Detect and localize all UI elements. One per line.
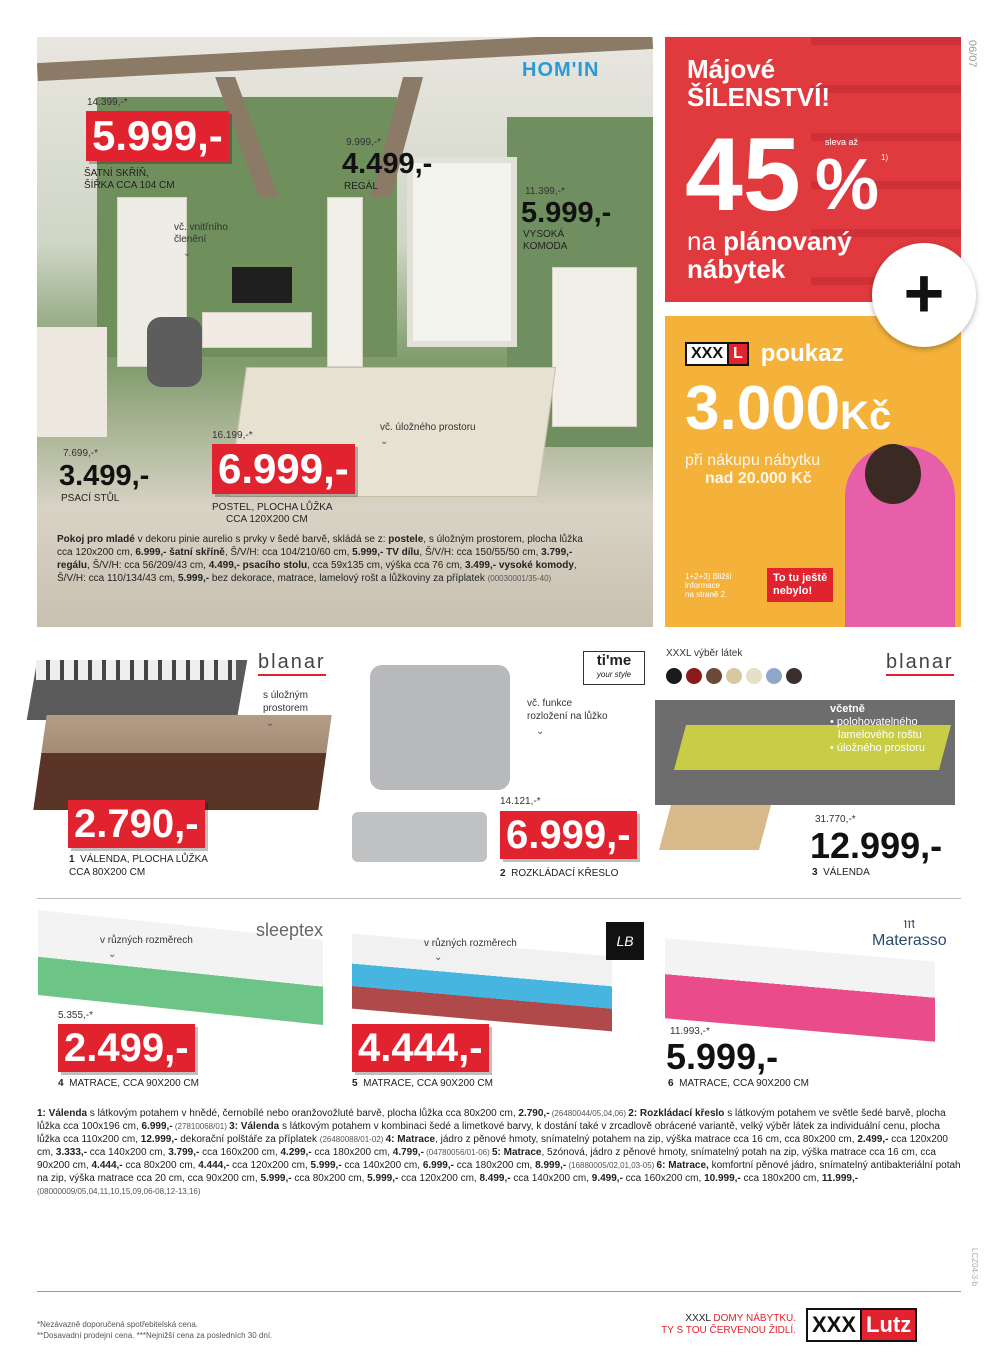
- xxxl-logo-a: XXX: [685, 342, 729, 366]
- long-desc-segment: 5.999,-: [367, 1173, 399, 1184]
- fabric-swatch: [666, 668, 682, 684]
- p2-label-text: ROZKLÁDACÍ KŘESLO: [511, 868, 619, 879]
- hero-desc-segment: , Š/V/H: cca 110/134/43 cm,: [57, 560, 577, 584]
- long-desc-segment: komfortní pěnové jádro, snímatelný antibakteriální potah na zip, výška matrace cca 20 cm, cca 90x200 cm,: [37, 1160, 961, 1184]
- sofa-bed-brown: [33, 715, 331, 810]
- time-logo: [583, 651, 645, 685]
- long-desc-segment: cca 80x200 cm,: [291, 1173, 368, 1184]
- long-desc-segment: 4: Matrace: [385, 1134, 436, 1145]
- voucher-sub-2: nad 20.000 Kč: [705, 470, 812, 487]
- bed-old-price: 16.199,-*: [212, 430, 253, 441]
- long-desc-segment: 1: Válenda: [37, 1108, 88, 1119]
- p2-num: 2: [500, 868, 506, 879]
- p2-note-1: vč. funkce: [527, 698, 573, 709]
- fabric-swatches: [666, 668, 806, 684]
- homein-logo: HOM'IN: [522, 59, 600, 81]
- long-desc-segment: , 5zónová, jádro z pěnové hmoty, snímatelný potah na zip, výška matrace cca 16 cm, cca 90x200 cm,: [37, 1147, 936, 1171]
- slogan-b: DOMY NÁBYTKU.: [713, 1313, 796, 1324]
- chevron-down-icon: ⌄: [380, 436, 389, 447]
- p2-note-2: rozložení na lůžko: [527, 711, 608, 722]
- long-desc-segment: 4.799,-: [392, 1147, 424, 1158]
- hero-description: [57, 533, 597, 585]
- includes-1: • polohovatelného: [830, 716, 918, 728]
- hero-desc-segment: , Š/V/H: cca 56/209/43 cm,: [87, 560, 209, 571]
- shelf-old-price: 9.999,-*: [346, 137, 382, 148]
- long-desc-segment: cca 120x200 cm,: [37, 1134, 948, 1158]
- long-desc-segment: 2: Rozkládací křeslo: [628, 1108, 725, 1119]
- p1-label-2: CCA 80X200 CM: [69, 867, 146, 878]
- promo-line3: na: [687, 226, 716, 256]
- hero-desc-segment: Pokoj pro mladé: [57, 534, 135, 545]
- long-desc-segment: 8.499,-: [479, 1173, 511, 1184]
- p1-label-1: [69, 854, 208, 866]
- materasso-logo: [872, 916, 947, 950]
- long-desc-segment: (27810068/01): [172, 1122, 230, 1131]
- footnote-1: *Nezávazně doporučená spotřebitelská cena.: [37, 1320, 198, 1329]
- long-desc-segment: 10.999,-: [704, 1173, 741, 1184]
- wardrobe-label-2: ŠÍŘKA CCA 104 CM: [84, 180, 175, 191]
- p5-note: v různých rozměrech: [424, 938, 517, 949]
- slogan-a: XXXL: [685, 1313, 714, 1324]
- sleeptex-logo: sleeptex: [256, 920, 324, 940]
- voucher-amount: 3.000: [685, 374, 841, 443]
- hero-desc-segment: v dekoru pinie aurelio s prvky v šedé barvě, skládá se z:: [134, 534, 389, 545]
- long-desc-segment: 6: Matrace,: [656, 1160, 709, 1171]
- p6-old-price: 11.993,-*: [670, 1026, 710, 1037]
- bed-label-1: POSTEL, PLOCHA LŮŽKA: [212, 502, 333, 513]
- voucher-badge: [767, 568, 833, 602]
- p2-label: [500, 868, 618, 880]
- long-desc-segment: 5.999,-: [310, 1160, 342, 1171]
- wardrobe-note-2: členění: [174, 234, 207, 245]
- p4-note: v různých rozměrech: [100, 935, 193, 946]
- long-desc-segment: 2.790,-: [518, 1108, 550, 1119]
- long-desc-segment: cca 80x200 cm,: [122, 1160, 199, 1171]
- blanar-logo: blanar: [258, 651, 326, 676]
- hero-desc-segment: 3.799,- regálu: [57, 547, 573, 571]
- hero-desc-segment: 5.999,-: [178, 573, 210, 584]
- hero-desc-segment: , Š/V/H: cca 104/210/60 cm,: [224, 547, 353, 558]
- voucher-promo: [665, 316, 961, 627]
- long-desc-segment: cca 120x200 cm,: [229, 1160, 311, 1171]
- armchair-folded: [352, 812, 487, 862]
- long-desc-segment: 9.499,-: [591, 1173, 623, 1184]
- chevron-down-icon: ⌄: [434, 952, 443, 963]
- xxxlutz-logo-a: XXX: [806, 1308, 862, 1342]
- long-desc-segment: 3.799,-: [168, 1147, 200, 1158]
- dresser-label-2: KOMODA: [523, 241, 568, 252]
- hero-desc-segment: 6.999,- šatní skříně: [135, 547, 225, 558]
- long-desc-segment: s látkovým potahem ve světle šedé barvě, plocha lůžka cca 100x196 cm,: [37, 1108, 946, 1132]
- fabric-swatch: [726, 668, 742, 684]
- materasso-m-icon: 𝔪: [903, 915, 916, 932]
- bed-label-2: CCA 120X200 CM: [226, 514, 308, 525]
- long-desc-segment: (26480088/01-02): [319, 1135, 386, 1144]
- long-desc-segment: cca 180x200 cm,: [740, 1173, 822, 1184]
- woman-head: [865, 444, 921, 504]
- long-desc-segment: , jádro z pěnové hmoty, snímatelný potahem na zip, výška matrace cca 16 cm, cca 80x200 cm,: [435, 1134, 858, 1145]
- xxxl-logo-b: L: [729, 342, 749, 366]
- slogan-c: TY S TOU ČERVENOU ŽIDLÍ.: [661, 1325, 796, 1336]
- wardrobe-old-price: 14.399,-*: [87, 97, 128, 108]
- promo-percent: %: [815, 145, 880, 225]
- chevron-down-icon: ⌄: [266, 718, 275, 729]
- p1-note-1: s úložným: [263, 690, 309, 701]
- hero-desc-segment: postele: [388, 534, 424, 545]
- long-desc-segment: (04780056/01-06): [423, 1148, 492, 1157]
- long-desc-segment: cca 180x200 cm,: [311, 1147, 393, 1158]
- p3-label: [812, 867, 870, 879]
- voucher-note-1: 1+2+3) Bližší: [685, 572, 732, 581]
- p3-price: 12.999,-: [810, 825, 943, 866]
- long-desc-segment: 4.299,-: [280, 1147, 312, 1158]
- voucher-currency: Kč: [840, 394, 892, 438]
- voucher-note-2: informace: [685, 581, 721, 590]
- hero-desc-segment: 4.499,- psacího stolu: [208, 560, 308, 571]
- desk-price: 3.499,-: [59, 460, 150, 492]
- p4-price: 2.499,-: [58, 1024, 195, 1072]
- products-description: [37, 1107, 961, 1198]
- footer-divider: [37, 1291, 961, 1292]
- blanar-logo: blanar: [886, 651, 954, 676]
- xxxlutz-logo-b: Lutz: [862, 1308, 917, 1342]
- long-desc-segment: cca 140x200 cm,: [87, 1147, 169, 1158]
- p4-num: 4: [58, 1078, 64, 1089]
- long-desc-segment: 5.999,-: [260, 1173, 292, 1184]
- long-desc-segment: 4.444,-: [91, 1160, 123, 1171]
- chevron-down-icon: ⌄: [108, 949, 117, 960]
- promo-sup: 1): [881, 153, 889, 162]
- dresser-price: 5.999,-: [521, 197, 612, 229]
- p2-price: 6.999,-: [500, 811, 637, 859]
- p3-label-text: VÁLENDA: [823, 867, 870, 878]
- includes-title: včetně: [830, 703, 865, 715]
- p4-old-price: 5.355,-*: [58, 1010, 94, 1021]
- p5-price: 4.444,-: [352, 1024, 489, 1072]
- voucher-title: poukaz: [760, 340, 844, 367]
- shelf-price: 4.499,-: [342, 148, 433, 180]
- long-desc-segment: dekorační polštáře za příplatek: [177, 1134, 320, 1145]
- side-code: LCZ04-3-b: [970, 1248, 979, 1287]
- long-desc-segment: (16880005/02,01,03-05): [566, 1161, 657, 1170]
- promo-line4: plánovaný: [723, 226, 852, 256]
- fabric-swatch: [686, 668, 702, 684]
- hero-desc-segment: , s úložným prostorem, plocha lůžka cca 120x200 cm,: [57, 534, 583, 558]
- long-desc-segment: 3: Válenda: [229, 1121, 280, 1132]
- fabric-swatch: [786, 668, 802, 684]
- p6-label-text: MATRACE, CCA 90X200 CM: [679, 1078, 809, 1089]
- bed-price: 6.999,-: [212, 444, 355, 494]
- chevron-down-icon: ⌄: [536, 726, 545, 737]
- desk-old-price: 7.699,-*: [63, 448, 99, 459]
- p6-price: 5.999,-: [666, 1036, 779, 1077]
- xxxlutz-logo[interactable]: [806, 1308, 917, 1342]
- long-desc-segment: cca 180x200 cm,: [453, 1160, 536, 1171]
- shelf-label: REGÁL: [344, 181, 378, 192]
- long-desc-segment: 3.333,-: [55, 1147, 88, 1158]
- long-desc-segment: 12.999,-: [140, 1134, 178, 1145]
- long-desc-segment: 8.999,-: [535, 1160, 567, 1171]
- armchair-image: [370, 665, 510, 790]
- time-logo-main: ti'me: [596, 652, 632, 669]
- p1-num: 1: [69, 854, 75, 865]
- p1-note-2: prostorem: [263, 703, 309, 714]
- p5-label: [352, 1078, 493, 1090]
- wardrobe-note-1: vč. vnitřního: [174, 222, 228, 233]
- badge-line-1: To tu ještě: [773, 572, 828, 584]
- hero-desc-segment: 3.499,- vysoké komody: [464, 560, 574, 571]
- promo-line2: ŠÍLENSTVÍ!: [687, 82, 831, 112]
- promo-big-number: 45: [685, 117, 801, 233]
- fabric-choice-label: XXXL výběr látek: [666, 648, 743, 659]
- wardrobe-price: 5.999,-: [86, 111, 229, 161]
- badge-line-2: nebylo!: [773, 585, 813, 597]
- materasso-text: Materasso: [872, 932, 947, 949]
- hero-desc-segment: , cca 59x135 cm, výška cca 76 cm,: [307, 560, 465, 571]
- p3-num: 3: [812, 867, 818, 878]
- hero-desc-segment: 5.999,- TV dílu: [352, 547, 420, 558]
- long-desc-segment: 6.999,-: [422, 1160, 454, 1171]
- p3-old-price: 31.770,-*: [815, 814, 856, 825]
- sofa-bed-top: [36, 660, 236, 680]
- long-desc-segment: (26480044/05,04,06): [549, 1109, 629, 1118]
- p4-label: [58, 1078, 199, 1090]
- hero-desc-segment: , Š/V/H: cca 150/55/50 cm,: [419, 547, 542, 558]
- long-desc-segment: cca 140x200 cm,: [341, 1160, 423, 1171]
- long-desc-segment: cca 160x200 cm,: [199, 1147, 281, 1158]
- plus-icon: +: [872, 243, 976, 347]
- long-desc-segment: cca 160x200 cm,: [622, 1173, 705, 1184]
- daybed-storage: [659, 805, 771, 850]
- long-desc-segment: 11.999,-: [821, 1173, 859, 1184]
- fabric-swatch: [766, 668, 782, 684]
- voucher-sub-1: při nákupu nábytku: [685, 452, 821, 469]
- long-desc-segment: 2.499,-: [857, 1134, 889, 1145]
- long-desc-segment: 6.999,-: [141, 1121, 173, 1132]
- p6-num: 6: [668, 1078, 674, 1089]
- footnote-2: **Dosavadní prodejní cena. ***Nejnižší cena za posledních 30 dní.: [37, 1331, 273, 1340]
- fabric-swatch: [706, 668, 722, 684]
- long-desc-segment: cca 140x200 cm,: [510, 1173, 592, 1184]
- long-desc-segment: s látkovým potahem v kombinaci šedé a limetkové barvy, k dostání také v zrcadlově obrácené variantě, velký výběr látek za individuální cenu, plocha lůžka cca 110x200 cm,: [37, 1121, 940, 1145]
- hero-desc-segment: (00030001/35-40): [487, 574, 552, 583]
- voucher-note-3: na straně 2.: [685, 590, 728, 599]
- long-desc-segment: 5: Matrace: [491, 1147, 542, 1158]
- dresser-old-price: 11.399,-*: [525, 186, 565, 197]
- row-divider: [37, 898, 961, 899]
- chevron-down-icon: ⌄: [183, 248, 192, 259]
- long-desc-segment: s látkovým potahem v hnědé, černobílé nebo oranžovožluté barvě, plocha lůžka cca 80x200 cm,: [87, 1108, 519, 1119]
- long-desc-segment: cca 120x200 cm,: [398, 1173, 480, 1184]
- footer-slogan: [638, 1313, 796, 1337]
- p2-old-price: 14.121,-*: [500, 796, 541, 807]
- time-logo-sub: your style: [596, 670, 632, 679]
- p5-label-text: MATRACE, CCA 90X200 CM: [363, 1078, 493, 1089]
- desk-label: PSACÍ STŮL: [61, 493, 120, 504]
- promo-line5: nábytek: [687, 254, 786, 284]
- long-desc-segment: (08000009/05,04,11,10,15,09,06-08,12-13,16): [37, 1187, 201, 1196]
- dresser-label-1: VYSOKÁ: [523, 229, 565, 240]
- promo-small: sleva až: [825, 137, 859, 147]
- p6-label: [668, 1078, 809, 1090]
- promo-line1: Májové: [687, 54, 776, 84]
- fabric-swatch: [746, 668, 762, 684]
- page-number: 06/07: [966, 40, 978, 68]
- p1-label-text: VÁLENDA, PLOCHA LŮŽKA: [80, 854, 208, 865]
- p4-label-text: MATRACE, CCA 90X200 CM: [69, 1078, 199, 1089]
- includes-2: lamelového roštu: [838, 729, 922, 741]
- hero-desc-segment: bez dekorace, matrace, lamelový rošt a lůžkoviny za příplatek: [209, 573, 488, 584]
- wardrobe-label-1: ŠATNÍ SKŘÍŇ,: [84, 168, 149, 179]
- p3-includes: [830, 703, 925, 755]
- includes-3: • úložného prostoru: [830, 742, 925, 754]
- lb-logo: LB: [606, 922, 644, 960]
- p5-num: 5: [352, 1078, 358, 1089]
- long-desc-segment: 4.444,-: [198, 1160, 230, 1171]
- bed-note: vč. úložného prostoru: [380, 422, 476, 433]
- p1-price: 2.790,-: [68, 800, 205, 848]
